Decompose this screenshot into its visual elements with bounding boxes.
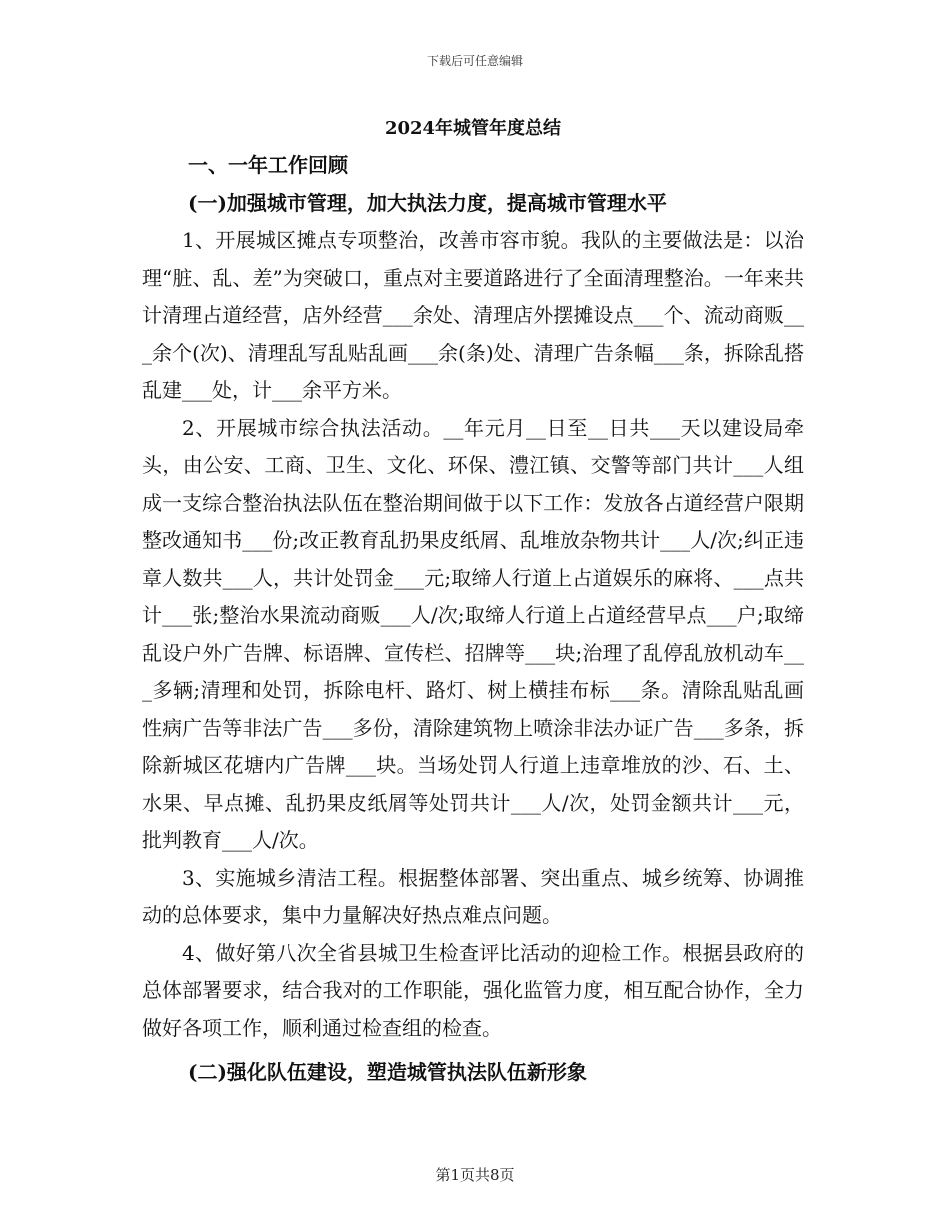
paragraph-1: 1、开展城区摊点专项整治，改善市容市貌。我队的主要做法是：以治理“脏、乱、差”为突破口，重点对主要道路进行了全面清理整治。一年来共计清理占道经营，店外经营___余处、清理店外摆摊设点___个、流动商贩___余个(次)、清理乱写乱贴乱画___余(条)处、清理广告条幅___条，拆除乱搭乱建___处，计___余平方米。 bbox=[142, 228, 804, 402]
page-footer: 第1页共8页 bbox=[435, 1166, 515, 1184]
paragraph-4: 4、做好第八次全省县城卫生检查评比活动的迎检工作。根据县政府的总体部署要求，结合我对的工作职能，强化监管力度，相互配合协作，全力做好各项工作，顺利通过检查组的检查。 bbox=[142, 940, 804, 1040]
paragraph-2: 2、开展城市综合执法活动。__年元月__日至__日共___天以建设局牵头，由公安、工商、卫生、文化、环保、澧江镇、交警等部门共计___人组成一支综合整治执法队伍在整治期间做于以下工作：发放各占道经营户限期整改通知书___份;改正教育乱扔果皮纸屑、乱堆放杂物共计___人/次;纠正违章人数共___人，共计处罚金___元;取缔人行道上占道娱乐的麻将、___点共计___张;整治水果流动商贩___人/次;取缔人行道上占道经营早点___户;取缔乱设户外广告牌、标语牌、宣传栏、招牌等___块;治理了乱停乱放机动车___多辆;清理和处罚，拆除电杆、路灯、树上横挂布标___条。清除乱贴乱画性病广告等非法广告___多份，清除建筑物上喷涂非法办证广告___多条，拆除新城区花塘内广告牌___块。当场处罚人行道上违章堆放的沙、石、土、水果、早点摊、乱扔果皮纸屑等处罚共计___人/次，处罚金额共计___元，批判教育___人/次。 bbox=[142, 415, 804, 852]
section-heading: 一、一年工作回顾 bbox=[188, 153, 348, 177]
header-note: 下载后可任意编辑 bbox=[426, 54, 523, 68]
document-body bbox=[142, 112, 804, 1091]
paragraph-3: 3、实施城乡清洁工程。根据整体部署、突出重点、城乡统筹、协调推动的总体要求，集中力量解决好热点难点问题。 bbox=[142, 865, 804, 927]
subsection-heading-1: (一)加强城市管理，加大执法力度，提高城市管理水平 bbox=[188, 191, 667, 215]
document-title: 2024年城管年度总结 bbox=[384, 118, 562, 139]
subsection-heading-2: (二)强化队伍建设，塑造城管执法队伍新形象 bbox=[188, 1060, 587, 1084]
